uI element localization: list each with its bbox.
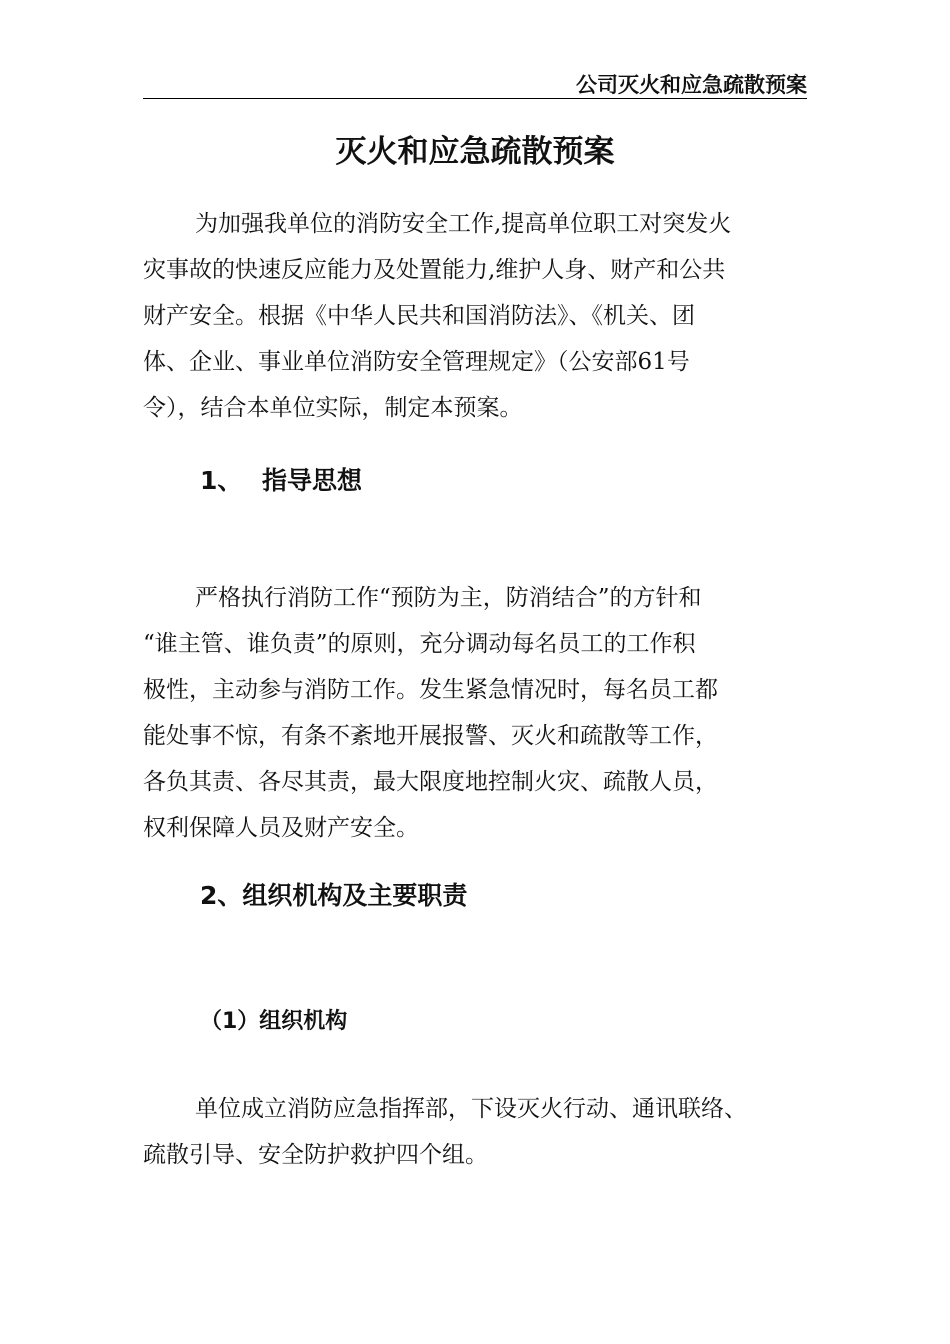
paragraph-line: 极性，主动参与消防工作。发生紧急情况时，每名员工都 (143, 677, 718, 703)
paragraph-line: 灾事故的快速反应能力及处置能力,维护人身、财产和公共 (143, 257, 726, 283)
header-rule (143, 98, 807, 99)
section-1-heading (200, 464, 362, 498)
paragraph-line: 能处事不惊，有条不紊地开展报警、灭火和疏散等工作， (143, 723, 718, 749)
section-1-title: 指导思想 (262, 466, 363, 495)
paragraph-line: 各负其责、各尽其责，最大限度地控制火灾、疏散人员， (143, 769, 718, 795)
section-1-paragraph (143, 575, 807, 851)
subsection-1-heading: （1）组织机构 (200, 1009, 348, 1034)
paragraph-line: 体、企业、事业单位消防安全管理规定》（公安部61号 (143, 349, 690, 375)
paragraph-line: “谁主管、谁负责”的原则，充分调动每名员工的工作积 (143, 631, 696, 657)
paragraph-line: 严格执行消防工作“预防为主，防消结合”的方针和 (195, 585, 702, 611)
running-header: 公司灭火和应急疏散预案 (576, 73, 807, 97)
section-2-heading: 2、组织机构及主要职责 (200, 881, 468, 910)
paragraph-line: 令），结合本单位实际，制定本预案。 (143, 395, 523, 421)
document-title: 灭火和应急疏散预案 (335, 134, 615, 170)
intro-paragraph (143, 201, 807, 431)
subsection-1-paragraph (143, 1086, 807, 1178)
paragraph-line: 为加强我单位的消防安全工作,提高单位职工对突发火 (195, 211, 732, 237)
paragraph-line: 财产安全。根据《中华人民共和国消防法》、《机关、团 (143, 303, 695, 329)
paragraph-line: 疏散引导、安全防护救护四个组。 (143, 1142, 488, 1168)
paragraph-line: 单位成立消防应急指挥部，下设灭火行动、通讯联络、 (195, 1096, 747, 1122)
paragraph-line: 权利保障人员及财产安全。 (143, 815, 419, 841)
section-1-number: 1、 (200, 466, 243, 495)
